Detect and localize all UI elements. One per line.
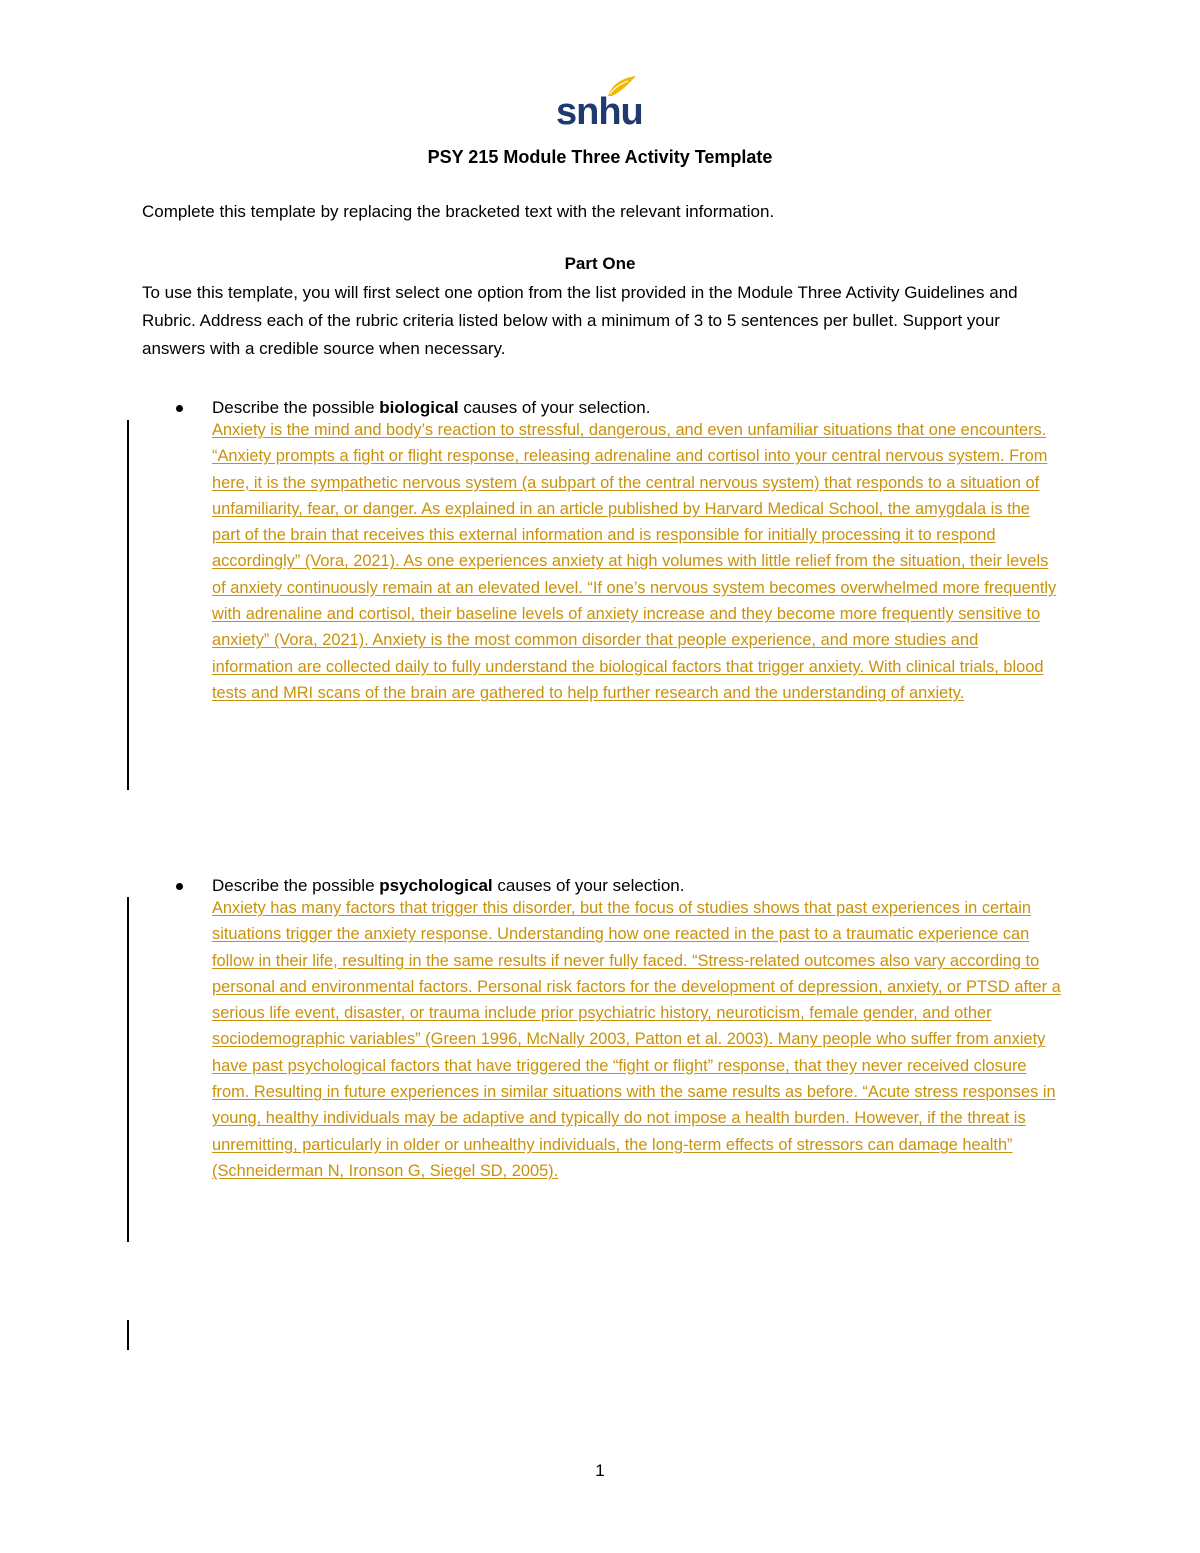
prompt-text: Describe the possible <box>212 398 380 417</box>
snhu-logo <box>556 72 643 133</box>
answer-text[interactable]: Anxiety has many factors that trigger this disorder, but the focus of studies shows that past experiences in certain situations trigger the anxiety response. Understanding how one reacted in the past to a traumatic experience can follow in their life, resulting in the same results if never fully faced. “Stress-related outcomes also vary according to personal and environmental factors. Personal risk factors for the development of depression, anxiety, or PTSD after a serious life event, disaster, or trauma include prior psychiatric history, neuroticism, female gender, and other sociodemographic variables” (Green 1996, McNally 2003, Patton et al. 2003). Many people who suffer from anxiety have past psychological factors that have triggered the “fight or flight” response, that they never received closure from. Resulting in future experiences in similar situations with the same results as before. “Acute stress responses in young, healthy individuals may be adaptive and typically do not impose a health burden. However, if the threat is unremitting, particularly in older or unhealthy individuals, the long-term effects of stressors can damage health” (Schneiderman N, Ironson G, Siegel SD, 2005). <box>212 899 1061 1180</box>
instructions-paragraph: To use this template, you will first select one option from the list provided in the Module Three Activity Guidelines and Rubric. Address each of the rubric criteria listed below with a minimum of 3 to 5 sentences per bullet. Support your answers with a credible source when necessary. <box>142 283 1018 358</box>
page-number: 1 <box>595 1461 605 1480</box>
logo-wordmark: snhu <box>556 91 643 133</box>
page-title: PSY 215 Module Three Activity Template <box>427 147 773 167</box>
part-heading: Part One <box>564 254 636 273</box>
revision-bar <box>127 897 129 1242</box>
revision-bar <box>127 1320 129 1350</box>
intro-text: Complete this template by replacing the bracketed text with the relevant information. <box>142 202 775 221</box>
revision-bar <box>127 420 129 790</box>
prompt-text: Describe the possible <box>212 876 380 895</box>
prompt-bold: biological <box>379 398 459 417</box>
prompt-bold: psychological <box>379 876 493 895</box>
bullet-dot <box>176 405 183 412</box>
prompt-text: causes of your selection. <box>492 876 685 895</box>
answer-text[interactable]: Anxiety is the mind and body’s reaction to stressful, dangerous, and even unfamiliar situations that one encounters. “Anxiety prompts a fight or flight response, releasing adrenaline and cortisol into your central nervous system. From here, it is the sympathetic nervous system (a subpart of the central nervous system) that responds to a situation of unfamiliarity, fear, or danger. As explained in an article published by Harvard Medical School, the amygdala is the part of the brain that receives this external information and is responsible for initially processing it to respond accordingly” (Vora, 2021). As one experiences anxiety at high volumes with little relief from the situation, their levels of anxiety continuously remain at an elevated level. “If one’s nervous system becomes overwhelmed more frequently with adrenaline and cortisol, their baseline levels of anxiety increase and they become more frequently sensitive to anxiety” (Vora, 2021). Anxiety is the most common disorder that people experience, and more studies and information are collected daily to fully understand the biological factors that trigger anxiety. With clinical trials, blood tests and MRI scans of the brain are gathered to help further research and the understanding of anxiety. <box>212 421 1057 702</box>
prompt-text: causes of your selection. <box>458 398 651 417</box>
bullet-dot <box>176 883 183 890</box>
